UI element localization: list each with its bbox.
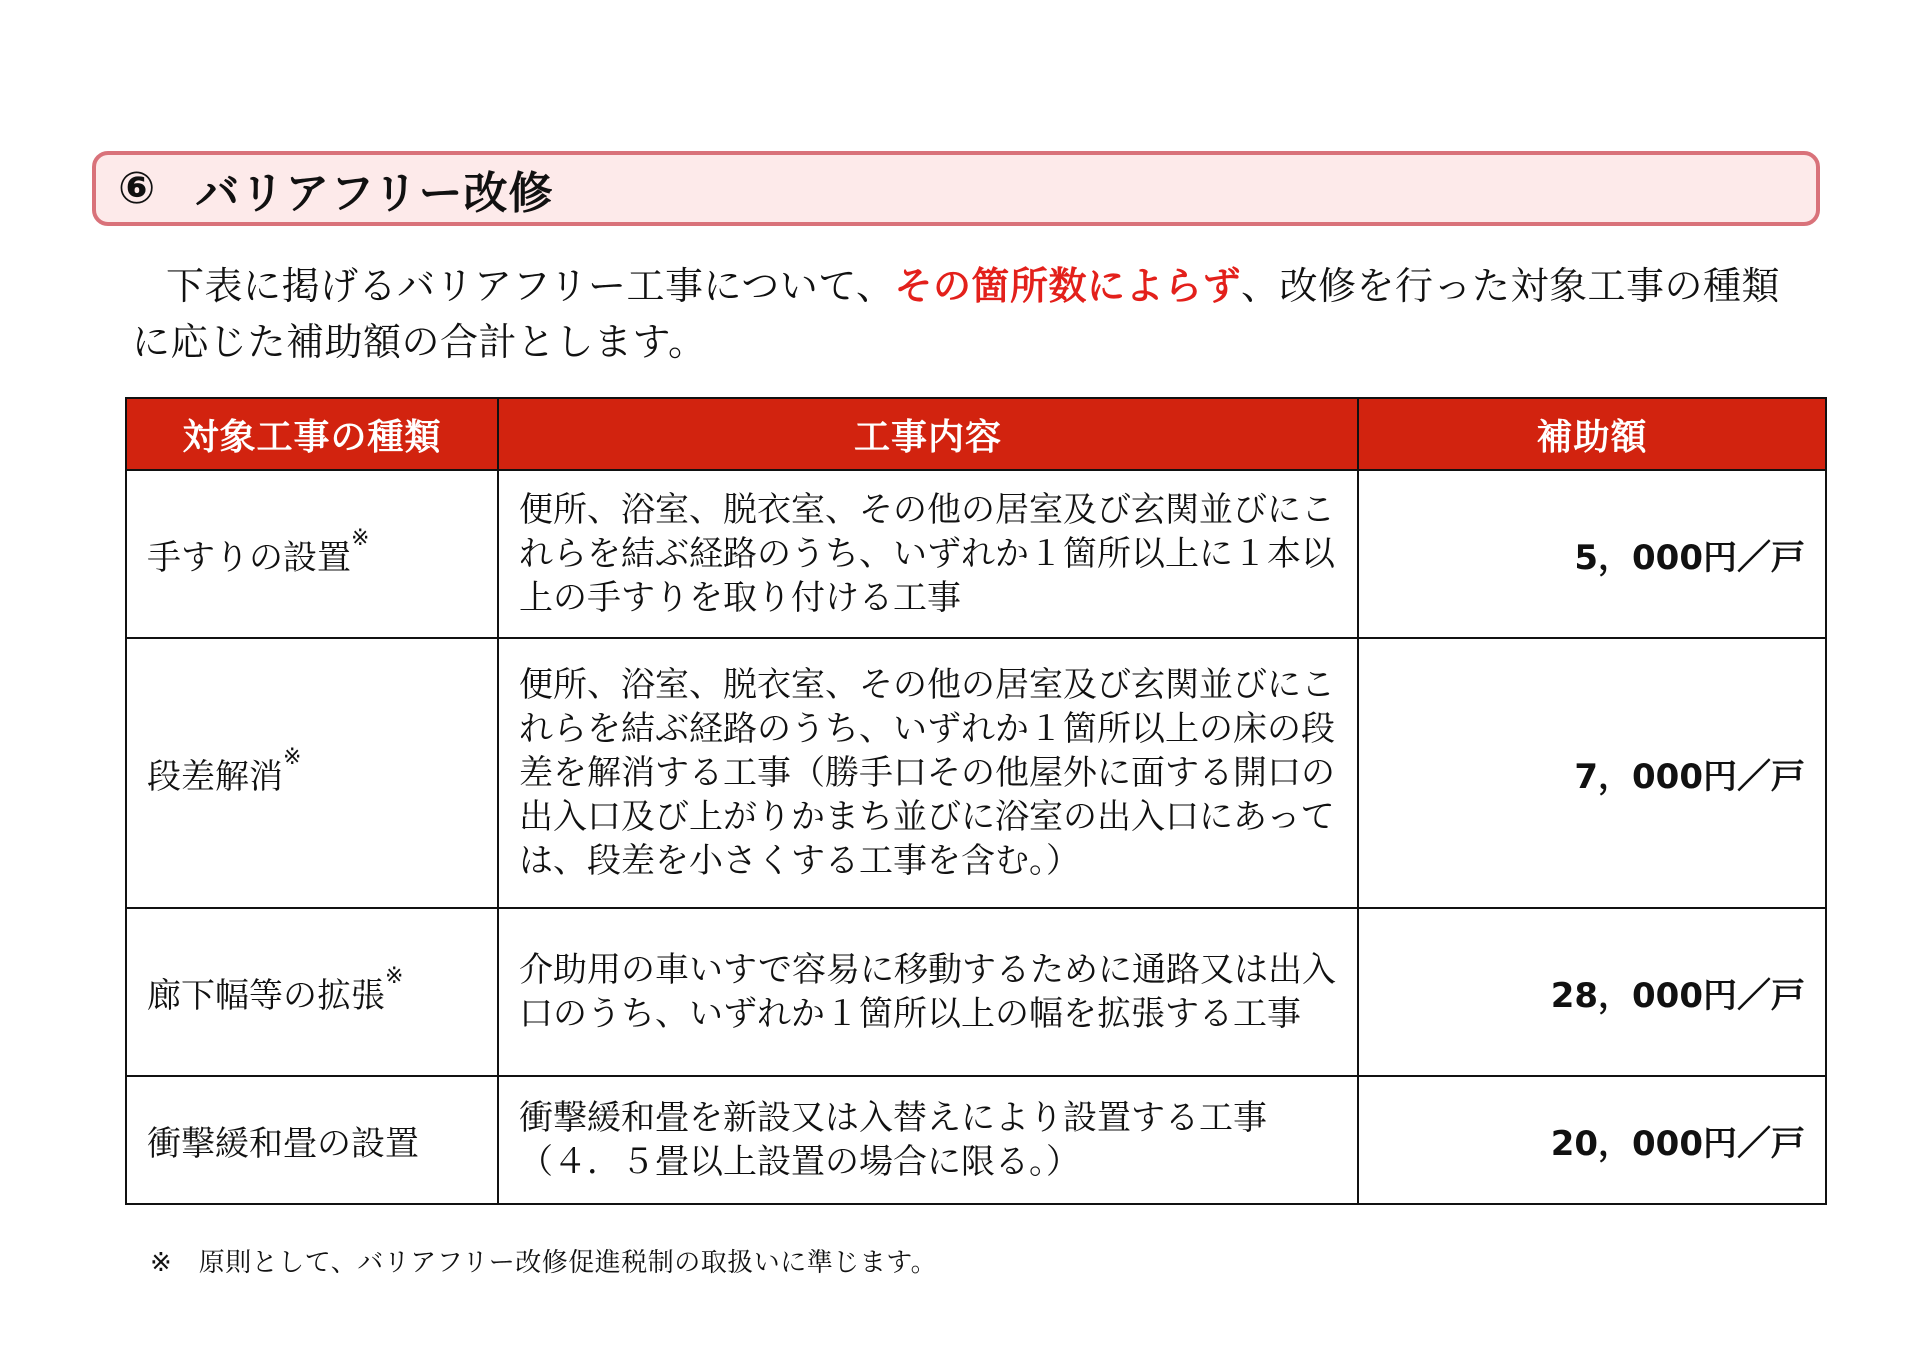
type-cell xyxy=(126,1076,498,1204)
content-cell: 介助用の車いすで容易に移動するために通路又は出入口のうち、いずれか１箇所以上の幅を拡張する工事 xyxy=(498,908,1358,1076)
note-mark: ※ xyxy=(283,744,302,770)
table-row xyxy=(126,470,1826,638)
table-row xyxy=(126,908,1826,1076)
header-amount: 補助額 xyxy=(1358,398,1826,470)
type-label: 段差解消 xyxy=(147,756,283,797)
content-cell: 便所、浴室、脱衣室、その他の居室及び玄関並びにこれらを結ぶ経路のうち、いずれか１箇所以上の床の段差を解消する工事（勝手口その他屋外に面する開口の出入口及び上がりかまち並びに浴室の出入口にあっては、段差を小さくする工事を含む。） xyxy=(498,638,1358,908)
type-label: 手すりの設置 xyxy=(147,537,351,578)
intro-text-2: 、改修を行った対象工事の種類に応じた補助額の合計とします。 xyxy=(132,264,1780,364)
amount-cell: 28，000円／戸 xyxy=(1358,908,1826,1076)
amount-cell: 7，000円／戸 xyxy=(1358,638,1826,908)
amount-cell: 5，000円／戸 xyxy=(1358,470,1826,638)
section-title-box xyxy=(92,151,1820,226)
note-mark: ※ xyxy=(351,525,370,551)
intro-highlight: その箇所数によらず xyxy=(894,264,1241,308)
table-header-row xyxy=(126,398,1826,470)
type-label: 衝撃緩和畳の設置 xyxy=(147,1123,419,1164)
note-mark: ※ xyxy=(385,963,404,989)
section-title: バリアフリー改修 xyxy=(195,167,554,219)
content-cell: 衝撃緩和畳を新設又は入替えにより設置する工事（４．５畳以上設置の場合に限る。） xyxy=(498,1076,1358,1204)
table-row xyxy=(126,1076,1826,1204)
amount-cell: 20，000円／戸 xyxy=(1358,1076,1826,1204)
type-cell xyxy=(126,638,498,908)
type-label: 廊下幅等の拡張 xyxy=(147,975,385,1016)
type-cell xyxy=(126,470,498,638)
section-number: ⑥ xyxy=(118,163,156,214)
footnote: ※ 原則として、バリアフリー改修促進税制の取扱いに準じます。 xyxy=(150,1248,938,1278)
intro-text-1: 下表に掲げるバリアフリー工事について、 xyxy=(166,264,895,308)
header-type: 対象工事の種類 xyxy=(126,398,498,470)
content-cell: 便所、浴室、脱衣室、その他の居室及び玄関並びにこれらを結ぶ経路のうち、いずれか１箇所以上に１本以上の手すりを取り付ける工事 xyxy=(498,470,1358,638)
type-cell xyxy=(126,908,498,1076)
intro-paragraph xyxy=(132,258,1812,370)
subsidy-table xyxy=(125,397,1827,1205)
table-row xyxy=(126,638,1826,908)
header-content: 工事内容 xyxy=(498,398,1358,470)
